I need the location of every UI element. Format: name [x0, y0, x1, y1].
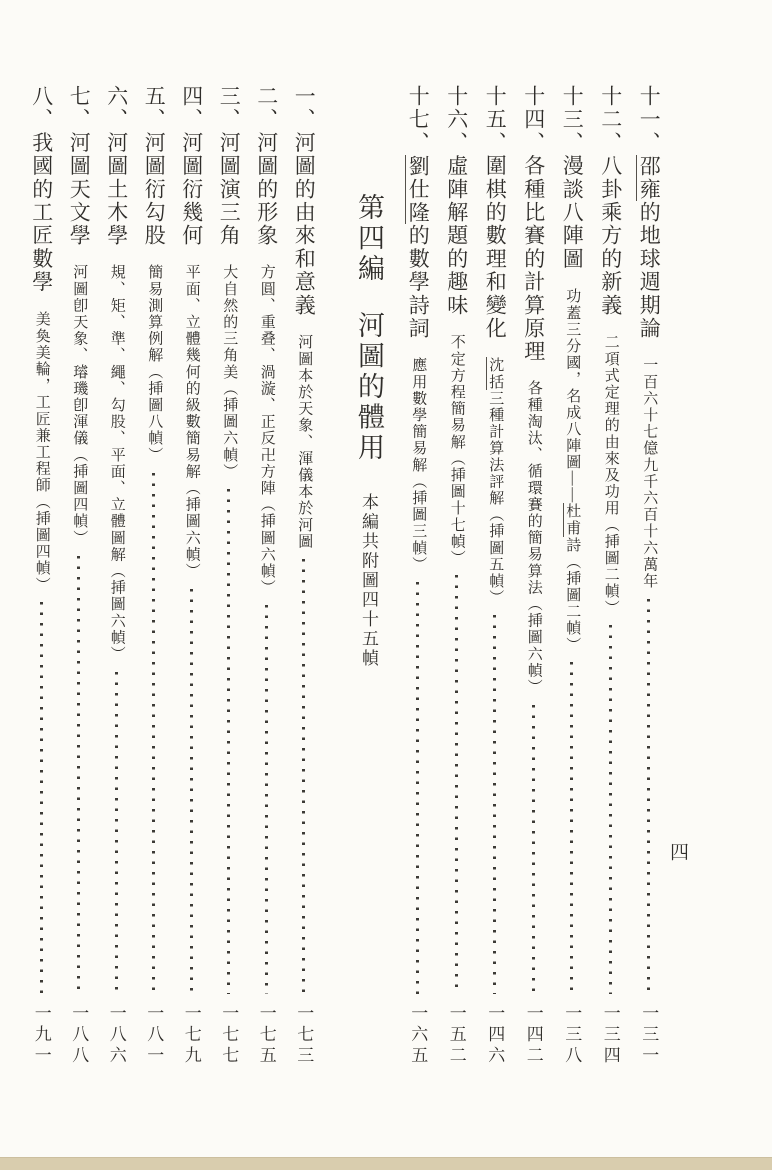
page-number: 一八六 [106, 1004, 126, 1067]
page-number: 一五二 [446, 1004, 466, 1067]
entry-subtitle [526, 380, 541, 695]
dot-leader [570, 662, 573, 994]
entry-title [406, 85, 431, 341]
entry-subtitle [109, 264, 124, 662]
entry-title-text: 我國的工匠數學 [29, 131, 54, 294]
section-note: 本編共附圖四十五幀 [359, 493, 378, 669]
dot-leader [115, 672, 118, 994]
entry-number: 二、 [254, 85, 279, 132]
dot-leader [647, 599, 650, 994]
entry-title-text: 河圖衍幾何 [179, 131, 204, 248]
subtitle-text: 方圓、重叠、渦漩、正反卍方陣（挿圖六幀） [258, 264, 275, 597]
entry-subtitle [184, 264, 199, 579]
entry-title-text: 河圖演三角 [217, 131, 242, 248]
folio-page-number: 四 [667, 842, 688, 861]
entry-subtitle [221, 264, 236, 480]
section-part-label: 第四編 [354, 193, 384, 285]
dot-leader [455, 575, 458, 994]
dot-leader [609, 625, 612, 994]
entry-title [256, 85, 277, 247]
entry-title [181, 85, 202, 247]
subtitle-text: 二項式定理的由來及功用（挿圖二幀） [602, 334, 619, 617]
entry-number: 三、 [217, 85, 242, 132]
page-number: 一四六 [485, 1004, 505, 1067]
toc-entry-8 [23, 85, 61, 1067]
proper-name-mark: 劉仕隆 [406, 154, 431, 225]
dot-leader [190, 589, 193, 994]
page-number: 一七五 [256, 1004, 276, 1067]
toc-entry-12 [591, 85, 630, 1067]
dot-leader [265, 605, 268, 994]
entry-title [600, 85, 621, 317]
dot-leader [416, 582, 419, 994]
toc-entry-13 [553, 85, 592, 1067]
entry-title-rest: 的地球週期論 [637, 201, 662, 341]
entry-title [106, 85, 127, 247]
entry-subtitle [641, 357, 656, 589]
entry-number: 六、 [104, 85, 129, 132]
page-number: 一七九 [181, 1004, 201, 1067]
proper-name-mark: 杜甫 [564, 503, 581, 537]
entry-title-rest: 的數學詩詞 [406, 224, 431, 341]
entry-number: 八、 [29, 85, 54, 132]
dot-leader [302, 559, 305, 994]
entry-title-text: 各種比賽的計算原理 [521, 154, 546, 364]
entry-number: 十六、 [444, 85, 469, 155]
subtitle-rest: 三種計算法評解（挿圖五幀） [487, 390, 504, 607]
page-number: 一九一 [31, 1004, 51, 1067]
entry-title-text: 漫談八陣圖 [560, 154, 585, 271]
page-number: 一三八 [562, 1004, 582, 1067]
entry-number: 十七、 [406, 85, 431, 155]
entry-title [446, 85, 467, 317]
dot-leader [493, 615, 496, 994]
entry-subtitle [487, 357, 502, 606]
toc-entry-14 [514, 85, 553, 1067]
toc-entry-2 [248, 85, 286, 1067]
subtitle-text: 美奐美輪，工匠兼工程師（挿圖四幀） [33, 310, 50, 594]
entry-title [292, 85, 317, 318]
subtitle-text: 不定方程簡易解（挿圖十七幀） [448, 334, 465, 567]
page-number: 一四二 [523, 1004, 543, 1067]
entry-title [523, 85, 544, 363]
section-title: 河圖的體用 [354, 310, 384, 463]
entry-number: 五、 [142, 85, 167, 132]
entry-title [483, 85, 508, 341]
entry-number: 一、 [292, 85, 317, 132]
subtitle-text: 平面、立體幾何的級數簡易解（挿圖六幀） [183, 264, 200, 580]
entry-subtitle [259, 264, 274, 596]
toc-entry-1 [285, 85, 323, 1067]
subtitle-text: 一百六十七億九千六百十六萬年 [641, 357, 658, 590]
entry-number: 十二、 [598, 85, 623, 155]
subtitle-text: 規、矩、準、繩、勾股、平面、立體圖解（挿圖六幀） [108, 264, 125, 663]
entry-title-text: 虛陣解題的趣味 [444, 154, 469, 318]
section-heading [347, 85, 391, 1067]
page-number: 一三四 [600, 1004, 620, 1067]
entry-subtitle [603, 334, 618, 616]
entry-subtitle [410, 357, 425, 573]
page-number: 一六五 [408, 1004, 428, 1067]
entry-subtitle [449, 334, 464, 566]
dot-leader [77, 556, 80, 994]
toc-entry-17 [399, 85, 438, 1067]
subtitle-text: 大自然的三角美（挿圖六幀） [221, 264, 238, 481]
entry-title-text: 河圖土木學 [104, 131, 129, 248]
toc-entry-11 [630, 85, 669, 1067]
entry-title-text: 河圖的由來和意義 [292, 131, 317, 318]
entry-title [31, 85, 52, 294]
dot-leader [227, 489, 230, 994]
entry-title [142, 85, 167, 248]
entry-subtitle [71, 264, 86, 546]
subtitle-text: 應用數學簡易解（挿圖三幀） [410, 357, 427, 574]
toc-entry-5 [135, 85, 173, 1067]
entry-title-text: 河圖天文學 [67, 131, 92, 248]
dot-leader [152, 473, 155, 994]
subtitle-text: 各種淘汰、循環賽的簡易算法（挿圖六幀） [525, 380, 542, 696]
dot-leader [532, 705, 535, 994]
entry-subtitle [296, 334, 311, 550]
entry-title-text: 河圖的形象 [254, 131, 279, 248]
toc-entry-6 [98, 85, 136, 1067]
toc-entry-7 [60, 85, 98, 1067]
page-bottom-edge [0, 1157, 772, 1170]
entry-number: 十五、 [483, 85, 508, 155]
entry-subtitle [146, 264, 161, 463]
table-of-contents [22, 85, 668, 1067]
page-number: 一七七 [219, 1004, 239, 1067]
subtitle-text: 功蓋三分國，名成八陣圖—— [564, 287, 581, 504]
entry-subtitle [34, 311, 49, 593]
entry-title [217, 85, 242, 248]
subtitle-text: 河圖本於天象、渾儀本於河圖 [296, 334, 313, 550]
page-number: 一八八 [69, 1004, 89, 1067]
page-number: 一七三 [294, 1004, 314, 1067]
entry-title [560, 85, 585, 271]
proper-name-mark: 沈括 [487, 357, 504, 391]
entry-number: 十三、 [560, 85, 585, 155]
subtitle-text: 河圖卽天象、璿璣卽渾儀（挿圖四幀） [71, 264, 88, 547]
toc-entry-4 [173, 85, 211, 1067]
entry-number: 七、 [67, 85, 92, 132]
entry-title-text: 河圖衍勾股 [142, 131, 167, 248]
toc-entry-16 [437, 85, 476, 1067]
dot-leader [40, 602, 43, 994]
page-number: 一八一 [144, 1004, 164, 1067]
entry-subtitle [564, 288, 579, 653]
subtitle-text: 簡易測算例解（挿圖八幀） [146, 264, 163, 464]
entry-number: 十四、 [521, 85, 546, 155]
toc-entry-3 [210, 85, 248, 1067]
subtitle-rest: 詩（挿圖二幀） [564, 536, 581, 653]
proper-name-mark: 邵雍 [637, 154, 662, 202]
entry-title-text: 圍棋的數理和變化 [483, 154, 508, 341]
entry-title [67, 85, 92, 248]
page-number: 一三一 [639, 1004, 659, 1067]
entry-title-text: 八卦乘方的新義 [598, 154, 623, 318]
entry-number: 十一、 [637, 85, 662, 155]
entry-title [637, 85, 662, 341]
toc-entry-15 [476, 85, 515, 1067]
entry-number: 四、 [179, 85, 204, 132]
